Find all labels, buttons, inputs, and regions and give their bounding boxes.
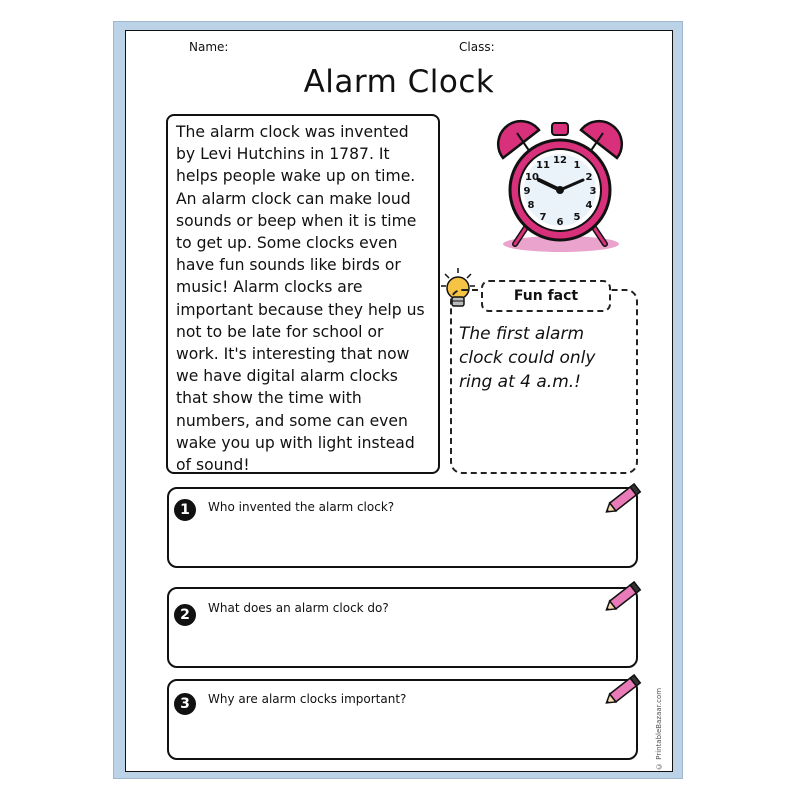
page-title: Alarm Clock <box>303 64 495 100</box>
svg-text:4: 4 <box>585 200 593 211</box>
svg-text:10: 10 <box>525 172 539 183</box>
site-credit: © PrintableBazaar.com <box>655 687 663 770</box>
svg-text:8: 8 <box>527 200 535 211</box>
svg-text:3: 3 <box>589 186 597 197</box>
svg-text:6: 6 <box>556 217 564 228</box>
name-label: Name: <box>189 40 229 54</box>
question-number-1: 1 <box>174 499 196 521</box>
fun-fact-text: The first alarm clock could only ring at 4 a.m.! <box>459 324 596 392</box>
svg-text:11: 11 <box>536 160 550 171</box>
svg-text:7: 7 <box>539 212 547 223</box>
pencil-icon <box>602 580 644 614</box>
question-number-3: 3 <box>174 693 196 715</box>
question-text-2: What does an alarm clock do? <box>208 601 389 615</box>
reading-passage: The alarm clock was invented by Levi Hutchins in 1787. It helps people wake up on time. An alarm clock can make loud sounds or beep when it is time to get up. Some clocks even have fun sounds like birds or music! Alarm clocks are important because they help us not to be late for school or work. It's interesting that now we have digital alarm clocks that show the time with numbers, and some can even wake you up with light instead of sound! <box>166 114 440 474</box>
question-text-3: Why are alarm clocks important? <box>208 692 407 706</box>
question-number-2: 2 <box>174 604 196 626</box>
pencil-icon <box>602 482 644 516</box>
fun-fact-label: Fun fact <box>481 280 611 312</box>
question-text-1: Who invented the alarm clock? <box>208 500 395 514</box>
svg-text:2: 2 <box>585 172 593 183</box>
alarm-clock-icon <box>495 118 625 253</box>
class-label: Class: <box>459 40 495 54</box>
svg-text:9: 9 <box>523 186 531 197</box>
svg-text:1: 1 <box>573 160 581 171</box>
svg-text:5: 5 <box>573 212 581 223</box>
svg-text:12: 12 <box>553 155 567 166</box>
pencil-icon <box>602 673 644 707</box>
answer-box-2[interactable] <box>167 587 638 668</box>
